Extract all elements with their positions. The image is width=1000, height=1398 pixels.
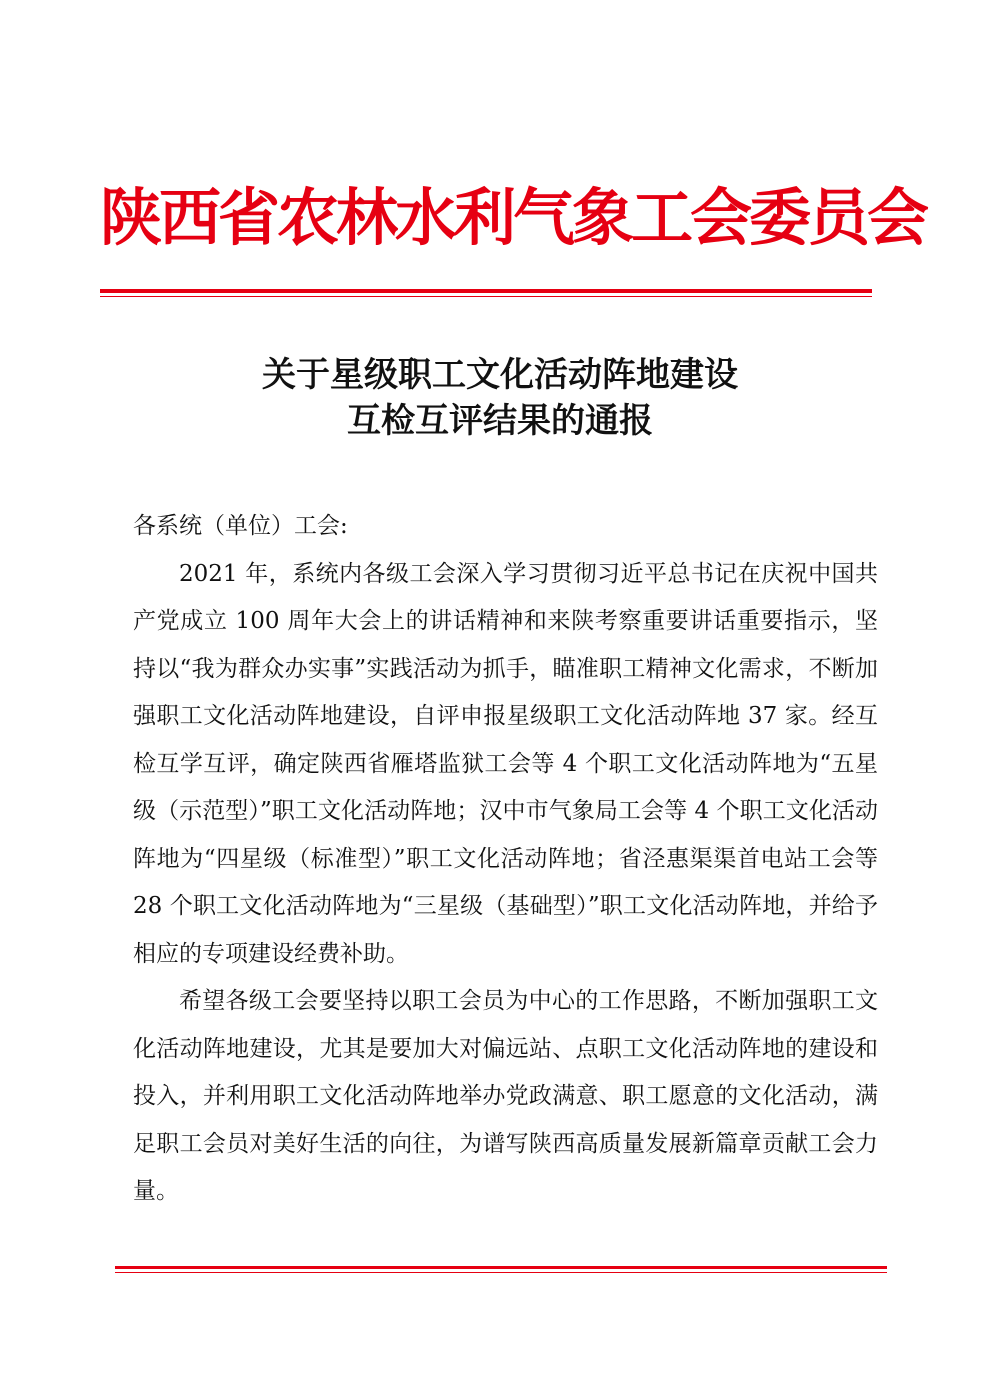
document-title-line-1: 关于星级职工文化活动阵地建设 xyxy=(262,355,738,395)
document-body xyxy=(133,503,878,1216)
footer-red-rule-thin xyxy=(115,1272,887,1273)
salutation: 各系统（单位）工会: xyxy=(133,513,348,539)
organization-header: 陕西省农林水利气象工会委员会 xyxy=(100,181,927,254)
document-title-line-2: 互检互评结果的通报 xyxy=(347,401,653,441)
document-title xyxy=(0,352,1000,444)
header-red-rule xyxy=(100,289,872,293)
body-paragraph-2: 希望各级工会要坚持以职工会员为中心的工作思路，不断加强职工文化活动阵地建设，尤其是要加大对偏远站、点职工文化活动阵地的建设和投入，并利用职工文化活动阵地举办党政满意、职工愿意的文化活动，满足职工会员对美好生活的向往，为谱写陕西高质量发展新篇章贡献工会力量。 xyxy=(133,988,878,1204)
header-red-rule-thin xyxy=(100,296,872,297)
body-paragraph-1: 2021 年，系统内各级工会深入学习贯彻习近平总书记在庆祝中国共产党成立 100 周年大会上的讲话精神和来陕考察重要讲话重要指示，坚持以“我为群众办实事”实践活动为抓手，瞄准职工精神文化需求，不断加强职工文化活动阵地建设，自评申报星级职工文化活动阵地 37 家。经互检互学互评，确定陕西省雁塔监狱工会等 4 个职工文化活动阵地为“五星级（示范型）”职工文化活动阵地；汉中市气象局工会等 4 个职工文化活动阵地为“四星级（标准型）”职工文化活动阵地；省泾惠渠渠首电站工会等 28 个职工文化活动阵地为“三星级（基础型）”职工文化活动阵地，并给予相应的专项建设经费补助。 xyxy=(133,560,878,967)
footer-red-rule xyxy=(115,1266,887,1269)
